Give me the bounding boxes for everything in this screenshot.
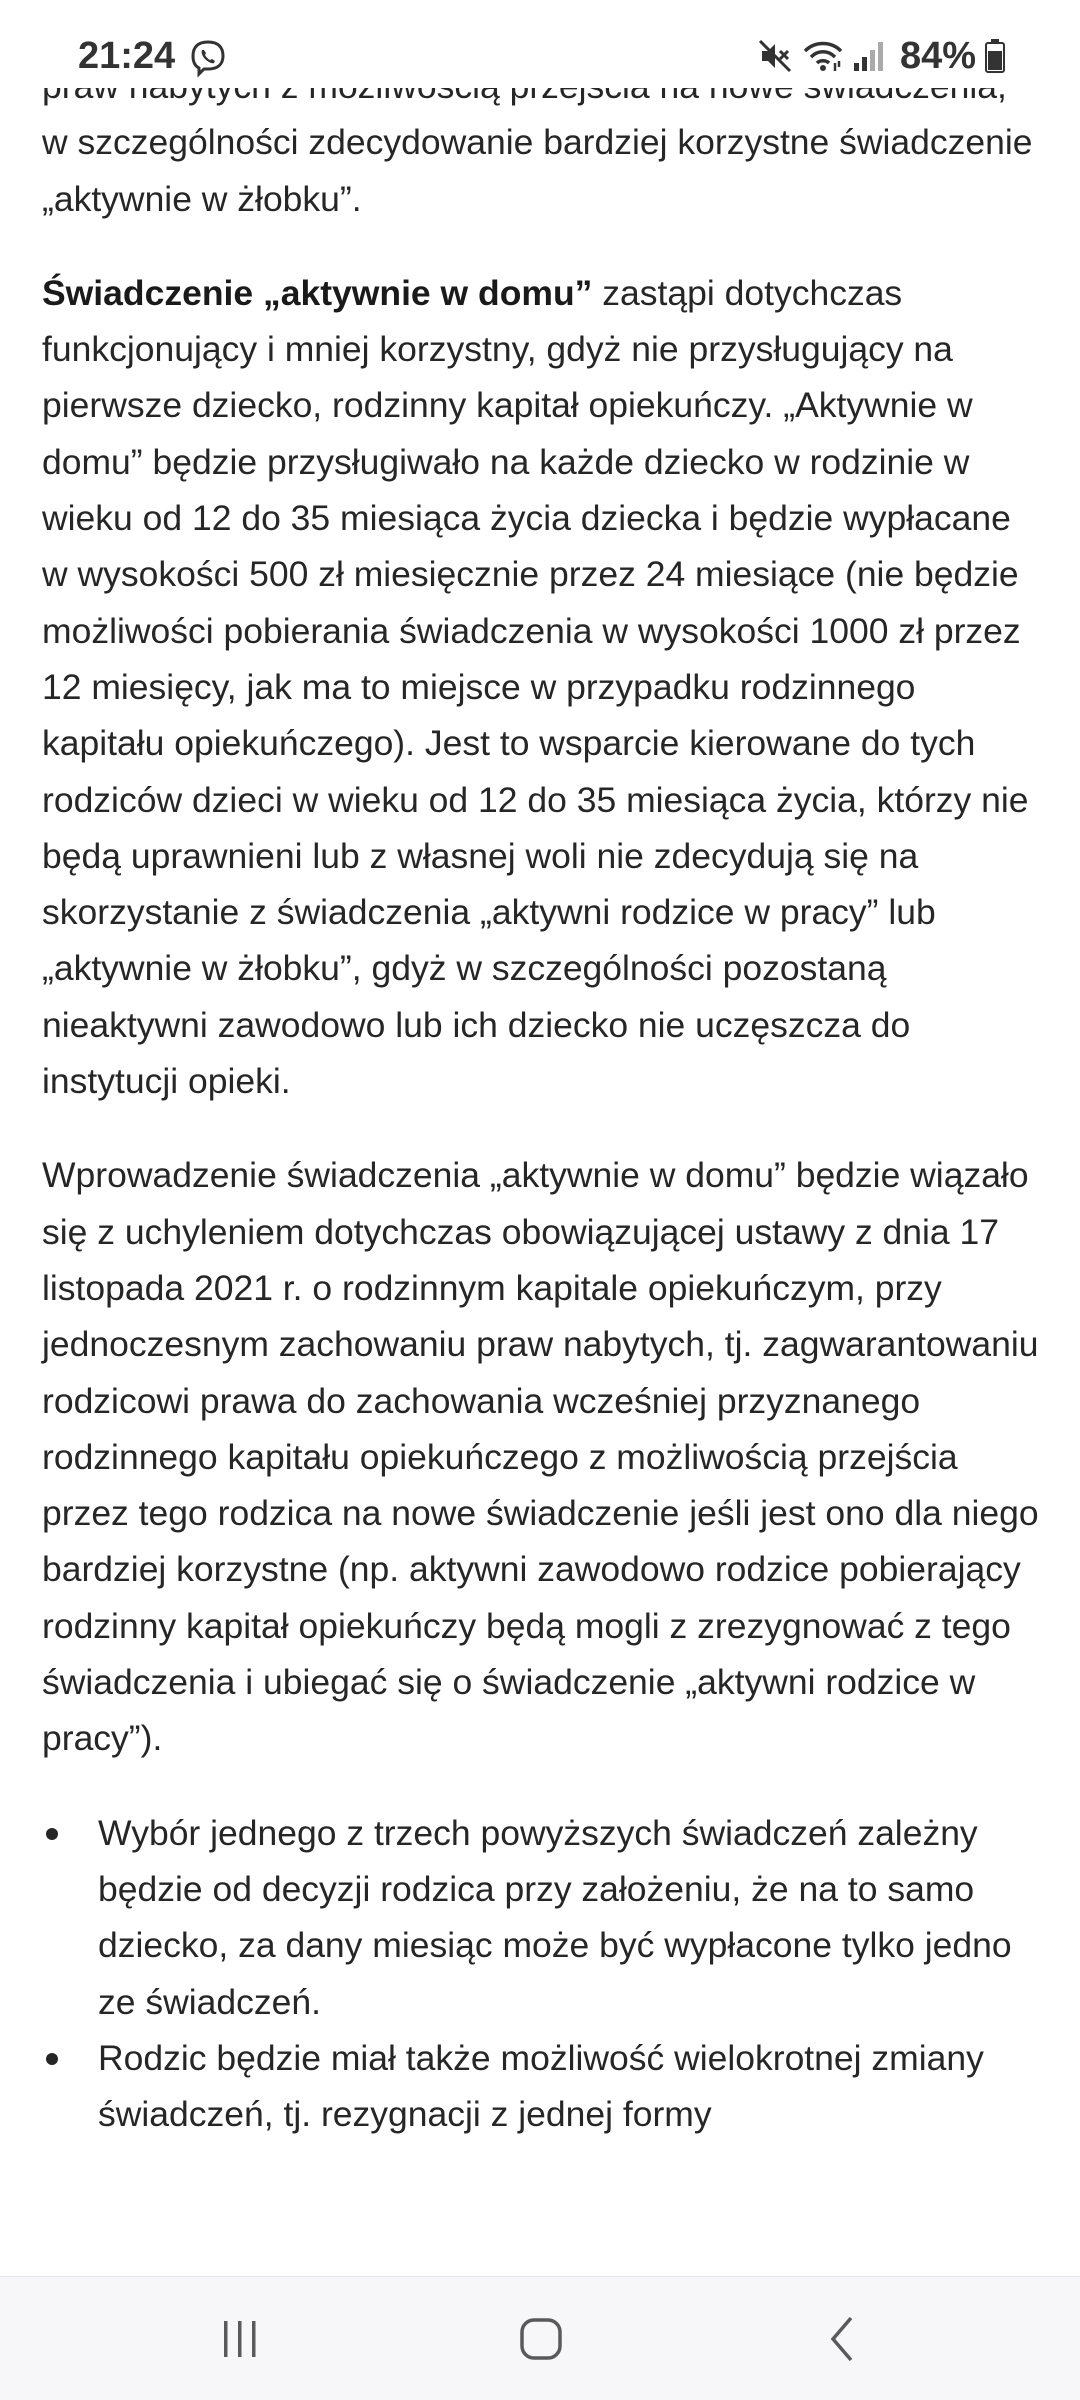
list-item: [42, 2030, 1042, 2143]
article-content: [42, 58, 1042, 2142]
paragraph-2: [42, 265, 1042, 1109]
wifi-icon: [802, 37, 844, 75]
back-button[interactable]: [808, 2307, 878, 2371]
status-time: 21:24: [78, 35, 176, 77]
bullet-list: [42, 1805, 1042, 2143]
paragraph-3: Wprowadzenie świadczenia „aktywnie w domu” będzie wiązało się z uchyleniem dotychczas obowiązującej ustawy z dnia 17 listopada 2021 r. o rodzinnym kapitale opiekuńczym, przy jednoczesnym zachowaniu praw nabytych, tj. zagwarantowaniu rodzicowi prawa do zachowania wcześniej przyznanego rodzinnego kapitału opiekuńczego z możliwością przejścia przez tego rodzica na nowe świadczenie jeśli jest ono dla niego bardziej korzystne (np. aktywni zawodowo rodzice pobierający rodzinny kapitał opiekuńczy będą mogli z zrezygnować z tego świadczenia i ubiegać się o świadczenie „aktywni rodzice w pracy”).: [42, 1155, 1039, 1759]
signal-icon: [852, 37, 886, 75]
back-icon: [823, 2314, 863, 2364]
list-item-text: Wybór jednego z trzech powyższych świadczeń zależny będzie od decyzji rodzica przy założeniu, że na to samo dziecko, za dany miesiąc może być wypłacone tylko jedno ze świadczeń.: [98, 1812, 1012, 2022]
viber-icon: [188, 38, 228, 78]
battery-percent: 84%: [899, 35, 976, 77]
status-bar: [0, 0, 1080, 88]
navigation-bar: [0, 2276, 1080, 2400]
bullet-icon: [46, 1828, 58, 1840]
home-button[interactable]: [506, 2307, 576, 2371]
paragraph-1: w szczególności zdecydowanie bardziej korzystne świadczenie „aktywnie w żłobku”.: [42, 122, 1033, 219]
battery-icon: [984, 38, 1006, 74]
list-item-text: Rodzic będzie miał także możliwość wielokrotnej zmiany świadczeń, tj. rezygnacji z jednej formy: [98, 2037, 984, 2135]
mute-icon: [756, 37, 794, 75]
recent-apps-icon: [218, 2317, 262, 2361]
recent-apps-button[interactable]: [205, 2307, 275, 2371]
home-icon: [518, 2316, 564, 2362]
bullet-icon: [46, 2053, 58, 2065]
status-icons: [756, 32, 1006, 80]
paragraph-2-bold: Świadczenie „aktywnie w domu”: [42, 272, 593, 313]
list-item: [42, 1805, 1042, 2030]
paragraph-2-text: zastąpi dotychczas funkcjonujący i mniej korzystny, gdyż nie przysługujący na pierwsze dziecko, rodzinny kapitał opiekuńczy. „Aktywnie w domu” będzie przysługiwało na każde dziecko w rodzinie w wieku od 12 do 35 miesiąca życia dziecka i będzie wypłacane w wysokości 500 zł miesięcznie przez 24 miesiące (nie będzie możliwości pobierania świadczenia w wysokości 1000 zł przez 12 miesięcy, jak ma to miejsce w przypadku rodzinnego kapitału opiekuńczego). Jest to wsparcie kierowane do tych rodziców dzieci w wieku od 12 do 35 miesiąca życia, którzy nie będą uprawnieni lub z własnej woli nie zdecydują się na skorzystanie z świadczenia „aktywni rodzice w pracy” lub „aktywnie w żłobku”, gdyż w szczególności pozostaną nieaktywni zawodowo lub ich dziecko nie uczęszcza do instytucji opieki.: [42, 272, 1029, 1102]
